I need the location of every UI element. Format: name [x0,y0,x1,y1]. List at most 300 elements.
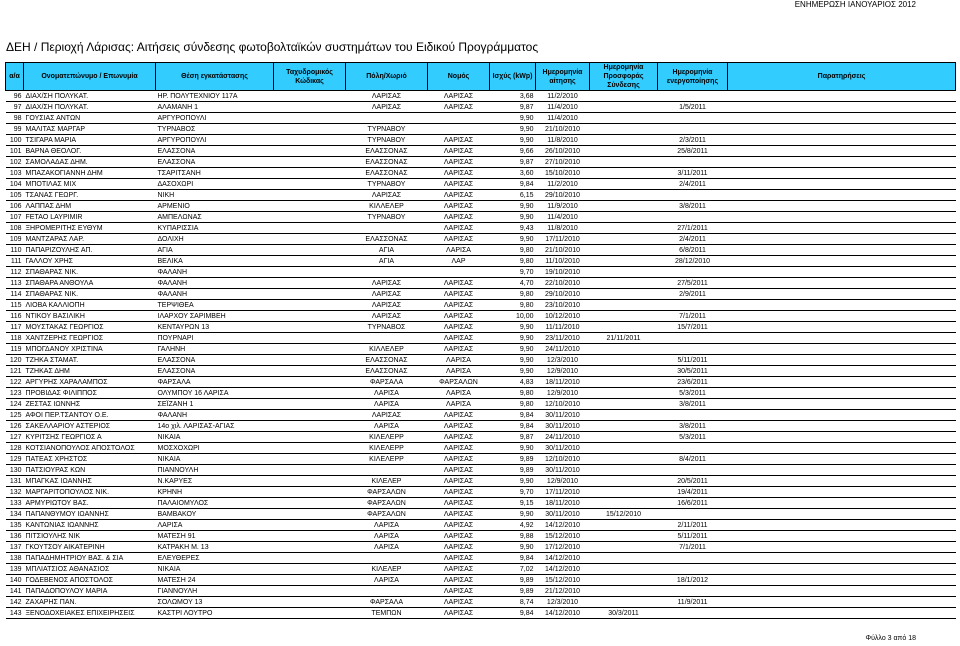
cell-aa: 136 [6,531,24,542]
cell-city: ΛΑΡΙΣΑΣ [346,289,428,300]
cell-name: ΣΠΑΘΑΡΑ ΑΝΘΟΥΛΑ [24,278,156,289]
table-row [6,333,956,344]
cell-location: ΝΙΚΑΙΑ [156,454,274,465]
cell-location: ΤΥΡΝΑΒΟΣ [156,124,274,135]
cell-power: 9,90 [490,344,536,355]
cell-offer-date [590,388,658,399]
cell-prefecture: ΛΑΡΙΣΑΣ [428,443,490,454]
cell-power: 9,84 [490,553,536,564]
cell-application-date: 14/12/2010 [536,608,590,619]
cell-name: ΣΑΚΕΛΛΑΡΙΟΥ ΑΣΤΕΡΙΟΣ [24,421,156,432]
cell-activation-date [658,465,728,476]
update-note: ΕΝΗΜΕΡΩΣΗ ΙΑΝΟΥΑΡΙΟΣ 2012 [794,0,916,9]
cell-city: ΛΑΡΙΣΑΣ [346,311,428,322]
cell-location: ΚΥΠΑΡΙΣΣΙΑ [156,223,274,234]
table-row [6,542,956,553]
cell-postcode [274,212,346,223]
cell-notes [728,256,956,267]
cell-location: ΠΑΛΑΙΟΜΥΛΟΣ [156,498,274,509]
cell-notes [728,223,956,234]
cell-aa: 137 [6,542,24,553]
cell-prefecture: ΛΑΡΙΣΑΣ [428,575,490,586]
table-row [6,256,956,267]
cell-postcode [274,410,346,421]
table-row [6,267,956,278]
cell-location: ΤΣΑΡΙΤΣΑΝΗ [156,168,274,179]
table-row [6,201,956,212]
cell-city: ΛΑΡΙΣΑ [346,531,428,542]
cell-application-date: 26/10/2010 [536,146,590,157]
table-row [6,432,956,443]
cell-name: ΤΖΗΚΑ ΣΤΑΜΑΤ. [24,355,156,366]
cell-activation-date [658,344,728,355]
cell-name: ΚΑΝΤΩΝΙΑΣ ΙΩΑΝΝΗΣ [24,520,156,531]
cell-power: 9,90 [490,443,536,454]
cell-application-date: 11/2/2010 [536,91,590,102]
cell-application-date: 17/11/2010 [536,234,590,245]
cell-aa: 127 [6,432,24,443]
cell-aa: 112 [6,267,24,278]
cell-name: ΜΠΛΙΑΤΣΙΟΣ ΑΘΑΝΑΣΙΟΣ [24,564,156,575]
table-row [6,245,956,256]
cell-postcode [274,553,346,564]
cell-city: ΚΙΛΕΛΕΡ [346,564,428,575]
cell-name: ΛΙΟΒΑ ΚΑΛΛΙΟΠΗ [24,300,156,311]
cell-city: ΤΕΜΠΩΝ [346,608,428,619]
cell-activation-date: 30/5/2011 [658,366,728,377]
cell-prefecture [428,267,490,278]
col-header-application-date: Ημερομηνία αίτησης [536,63,590,91]
cell-city: ΦΑΡΣΑΛΩΝ [346,487,428,498]
cell-postcode [274,190,346,201]
table-row [6,421,956,432]
cell-application-date: 15/12/2010 [536,531,590,542]
cell-offer-date: 30/3/2011 [590,608,658,619]
cell-activation-date: 5/3/2011 [658,432,728,443]
cell-offer-date [590,223,658,234]
cell-prefecture: ΛΑΡΙΣΑ [428,355,490,366]
cell-name: ΤΣΑΝΑΣ ΓΕΩΡΓ. [24,190,156,201]
cell-postcode [274,168,346,179]
cell-prefecture: ΛΑΡΙΣΑ [428,388,490,399]
cell-location: ΦΑΛΑΝΗ [156,410,274,421]
cell-application-date: 30/11/2010 [536,509,590,520]
cell-notes [728,102,956,113]
col-header-postcode: Ταχυδρομικός Κώδικας [274,63,346,91]
table-row [6,520,956,531]
cell-prefecture: ΛΑΡΙΣΑΣ [428,564,490,575]
cell-power: 4,70 [490,278,536,289]
cell-name: ΑΡΓΥΡΗΣ ΧΑΡΑΛΑΜΠΟΣ [24,377,156,388]
col-header-activation-date: Ημερομηνία ενεργοποίησης [658,63,728,91]
cell-notes [728,454,956,465]
cell-notes [728,267,956,278]
cell-location: ΠΟΥΡΝΑΡΙ [156,333,274,344]
cell-power: 9,80 [490,245,536,256]
cell-name: ΜΑΛΙΤΑΣ ΜΑΡΓΑΡ [24,124,156,135]
cell-city: ΑΓΙΑ [346,245,428,256]
cell-postcode [274,421,346,432]
cell-prefecture: ΛΑΡΙΣΑΣ [428,146,490,157]
cell-prefecture: ΛΑΡΙΣΑΣ [428,333,490,344]
cell-name: ΠΑΠΑΔΗΜΗΤΡΙΟΥ ΒΑΣ. & ΣΙΑ [24,553,156,564]
cell-activation-date: 3/8/2011 [658,399,728,410]
cell-application-date: 11/4/2010 [536,102,590,113]
cell-postcode [274,333,346,344]
cell-offer-date [590,421,658,432]
cell-notes [728,366,956,377]
cell-city: ΛΑΡΙΣΑΣ [346,300,428,311]
cell-application-date: 11/8/2010 [536,135,590,146]
cell-power: 9,43 [490,223,536,234]
cell-aa: 141 [6,586,24,597]
col-header-offer-date: Ημερομηνία Προσφοράς Σύνδεσης [590,63,658,91]
cell-name: ΖΕΣΤΑΣ ΙΩΝΝΗΣ [24,399,156,410]
cell-aa: 132 [6,487,24,498]
table-row [6,135,956,146]
table-row [6,278,956,289]
cell-prefecture: ΛΑΡΙΣΑΣ [428,487,490,498]
cell-prefecture: ΛΑΡΙΣΑΣ [428,289,490,300]
cell-prefecture: ΛΑΡΙΣΑΣ [428,498,490,509]
applications-table [5,62,956,619]
cell-city: ΛΑΡΙΣΑΣ [346,278,428,289]
cell-city: ΤΥΡΝΑΒΟΥ [346,179,428,190]
cell-prefecture: ΦΑΡΣΑΛΩΝ [428,377,490,388]
cell-postcode [274,443,346,454]
cell-notes [728,333,956,344]
cell-power: 9,90 [490,124,536,135]
cell-aa: 96 [6,91,24,102]
cell-notes [728,597,956,608]
cell-aa: 126 [6,421,24,432]
cell-application-date: 12/10/2010 [536,399,590,410]
cell-prefecture: ΛΑΡΙΣΑΣ [428,278,490,289]
cell-offer-date [590,476,658,487]
cell-activation-date: 16/6/2011 [658,498,728,509]
cell-power: 9,70 [490,267,536,278]
cell-offer-date [590,157,658,168]
cell-prefecture: ΛΑΡΙΣΑΣ [428,190,490,201]
cell-power: 9,90 [490,113,536,124]
cell-aa: 111 [6,256,24,267]
cell-offer-date [590,267,658,278]
cell-postcode [274,355,346,366]
cell-postcode [274,278,346,289]
cell-power: 9,89 [490,575,536,586]
cell-postcode [274,377,346,388]
cell-postcode [274,531,346,542]
cell-location: ΣΟΛΩΜΟΥ 13 [156,597,274,608]
cell-location: ΠΙΑΝΝΟΥΛΗ [156,465,274,476]
cell-aa: 110 [6,245,24,256]
cell-power: 9,90 [490,201,536,212]
cell-prefecture: ΛΑΡΙΣΑΣ [428,135,490,146]
cell-prefecture: ΛΑΡΙΣΑΣ [428,553,490,564]
cell-prefecture: ΛΑΡΙΣΑΣ [428,586,490,597]
table-row [6,531,956,542]
cell-application-date: 15/12/2010 [536,575,590,586]
cell-activation-date [658,300,728,311]
cell-offer-date [590,399,658,410]
cell-prefecture: ΛΑΡ [428,256,490,267]
cell-notes [728,146,956,157]
cell-offer-date [590,564,658,575]
table-row [6,300,956,311]
cell-location: ΛΑΡΙΣΑ [156,520,274,531]
cell-application-date: 11/10/2010 [536,256,590,267]
cell-notes [728,399,956,410]
table-row [6,454,956,465]
cell-activation-date [658,586,728,597]
cell-city: ΛΑΡΙΣΑ [346,399,428,410]
cell-city: ΛΑΡΙΣΑΣ [346,91,428,102]
cell-offer-date [590,311,658,322]
cell-prefecture: ΛΑΡΙΣΑΣ [428,454,490,465]
cell-activation-date: 25/8/2011 [658,146,728,157]
cell-city: ΛΑΡΙΣΑ [346,542,428,553]
cell-offer-date [590,498,658,509]
cell-power: 9,15 [490,498,536,509]
table-row [6,102,956,113]
cell-aa: 114 [6,289,24,300]
cell-notes [728,432,956,443]
cell-prefecture: ΛΑΡΙΣΑΣ [428,509,490,520]
cell-postcode [274,157,346,168]
cell-application-date: 12/10/2010 [536,454,590,465]
cell-aa: 97 [6,102,24,113]
cell-application-date: 12/3/2010 [536,355,590,366]
cell-activation-date [658,212,728,223]
cell-aa: 116 [6,311,24,322]
table-row [6,168,956,179]
cell-notes [728,322,956,333]
cell-notes [728,135,956,146]
cell-prefecture: ΛΑΡΙΣΑΣ [428,311,490,322]
cell-name: ΜΟΥΣΤΑΚΑΣ ΓΕΩΡΓΙΟΣ [24,322,156,333]
cell-offer-date [590,322,658,333]
cell-city: ΑΓΙΑ [346,256,428,267]
cell-aa: 135 [6,520,24,531]
table-row [6,487,956,498]
cell-postcode [274,256,346,267]
cell-aa: 139 [6,564,24,575]
cell-city: ΛΑΡΙΣΑ [346,388,428,399]
table-row [6,190,956,201]
cell-aa: 130 [6,465,24,476]
cell-activation-date: 7/1/2011 [658,542,728,553]
cell-aa: 125 [6,410,24,421]
cell-prefecture: ΛΑΡΙΣΑΣ [428,476,490,487]
cell-location: ΜΑΤΕΣΗ 91 [156,531,274,542]
cell-notes [728,608,956,619]
cell-offer-date [590,575,658,586]
cell-power: 9,87 [490,102,536,113]
cell-city: ΕΛΑΣΣΟΝΑΣ [346,168,428,179]
cell-name: ΓΑΛΛΟΥ ΧΡΗΣ [24,256,156,267]
cell-name: ΑΡΜΥΡΙΩΤΟΥ ΒΑΣ. [24,498,156,509]
cell-postcode [274,300,346,311]
cell-offer-date [590,245,658,256]
cell-notes [728,124,956,135]
cell-location: ΕΛΑΣΣΟΝΑ [156,146,274,157]
cell-application-date: 21/10/2010 [536,124,590,135]
cell-application-date: 14/12/2010 [536,520,590,531]
cell-power: 9,84 [490,421,536,432]
cell-notes [728,498,956,509]
cell-prefecture: ΛΑΡΙΣΑΣ [428,520,490,531]
cell-offer-date [590,168,658,179]
cell-prefecture: ΛΑΡΙΣΑΣ [428,223,490,234]
cell-activation-date: 5/3/2011 [658,388,728,399]
cell-aa: 121 [6,366,24,377]
cell-activation-date: 6/8/2011 [658,245,728,256]
cell-power: 9,88 [490,531,536,542]
cell-aa: 101 [6,146,24,157]
cell-activation-date: 7/1/2011 [658,311,728,322]
cell-prefecture: ΛΑΡΙΣΑΣ [428,91,490,102]
cell-offer-date [590,366,658,377]
cell-postcode [274,234,346,245]
cell-city: ΚΙΛΕΛΕΡΡ [346,454,428,465]
cell-notes [728,421,956,432]
cell-notes [728,311,956,322]
cell-application-date: 18/11/2010 [536,498,590,509]
cell-postcode [274,476,346,487]
cell-city: ΤΥΡΝΑΒΟΣ [346,322,428,333]
table-row [6,597,956,608]
cell-power: 9,89 [490,454,536,465]
cell-city: ΚΙΛΕΛΕΡΡ [346,443,428,454]
cell-name: ΤΖΗΚΑΣ ΔΗΜ [24,366,156,377]
cell-location: ΦΑΡΣΑΛΑ [156,377,274,388]
cell-prefecture: ΛΑΡΙΣΑΣ [428,421,490,432]
cell-notes [728,212,956,223]
cell-aa: 142 [6,597,24,608]
cell-postcode [274,465,346,476]
cell-power: 4,92 [490,520,536,531]
cell-power: 9,89 [490,586,536,597]
cell-notes [728,179,956,190]
cell-city: ΦΑΡΣΑΛΑ [346,597,428,608]
cell-city: ΚΙΛΛΕΛΕΡ [346,344,428,355]
cell-power: 7,02 [490,564,536,575]
cell-postcode [274,344,346,355]
table-row [6,443,956,454]
cell-aa: 118 [6,333,24,344]
cell-offer-date [590,113,658,124]
cell-location: ΝΙΚΑΙΑ [156,432,274,443]
cell-application-date: 29/10/2010 [536,190,590,201]
cell-offer-date: 21/11/2011 [590,333,658,344]
cell-location: ΝΙΚΑΙΑ [156,564,274,575]
cell-city [346,267,428,278]
cell-aa: 131 [6,476,24,487]
cell-application-date: 11/11/2010 [536,322,590,333]
cell-activation-date [658,410,728,421]
cell-notes [728,509,956,520]
cell-power: 9,90 [490,509,536,520]
cell-location: ΒΑΜΒΑΚΟΥ [156,509,274,520]
cell-notes [728,564,956,575]
table-row [6,212,956,223]
cell-offer-date [590,278,658,289]
cell-offer-date [590,124,658,135]
cell-activation-date: 2/4/2011 [658,179,728,190]
table-body [6,91,956,619]
cell-name: ΠΑΠΑΝΘΥΜΟΥ ΙΩΑΝΝΗΣ [24,509,156,520]
cell-application-date: 17/11/2010 [536,487,590,498]
cell-name: ΜΠΟΤΙΛΑΣ ΜΙΧ [24,179,156,190]
cell-postcode [274,113,346,124]
cell-offer-date: 15/12/2010 [590,509,658,520]
cell-aa: 134 [6,509,24,520]
cell-name: ΜΑΝΤΖΑΡΑΣ ΛΑΡ. [24,234,156,245]
cell-location: ΑΓΙΑ [156,245,274,256]
cell-postcode [274,366,346,377]
cell-name: ΜΠΑΓΚΑΣ ΙΩΑΝΝΗΣ [24,476,156,487]
cell-city [346,465,428,476]
cell-prefecture: ΛΑΡΙΣΑΣ [428,300,490,311]
cell-postcode [274,146,346,157]
cell-application-date: 19/10/2010 [536,267,590,278]
cell-offer-date [590,135,658,146]
cell-application-date: 22/10/2010 [536,278,590,289]
table-row [6,399,956,410]
cell-application-date: 15/10/2010 [536,168,590,179]
cell-notes [728,410,956,421]
cell-notes [728,388,956,399]
cell-notes [728,465,956,476]
table-row [6,311,956,322]
cell-postcode [274,179,346,190]
cell-application-date: 30/11/2010 [536,465,590,476]
cell-notes [728,168,956,179]
table-row [6,355,956,366]
cell-notes [728,157,956,168]
cell-location: ΤΕΡΨΙΘΕΑ [156,300,274,311]
cell-postcode [274,223,346,234]
cell-notes [728,278,956,289]
cell-power: 9,84 [490,179,536,190]
cell-city: ΛΑΡΙΣΑΣ [346,410,428,421]
cell-postcode [274,564,346,575]
col-header-aa: α/α [6,63,24,91]
cell-name: FETAO LAYPIMIR [24,212,156,223]
cell-prefecture: ΛΑΡΙΣΑΣ [428,212,490,223]
cell-aa: 107 [6,212,24,223]
cell-location: ΕΛΑΣΣΟΝΑ [156,157,274,168]
cell-application-date: 23/11/2010 [536,333,590,344]
cell-aa: 123 [6,388,24,399]
cell-offer-date [590,586,658,597]
table-row [6,410,956,421]
cell-offer-date [590,377,658,388]
cell-prefecture: ΛΑΡΙΣΑ [428,245,490,256]
cell-activation-date: 27/5/2011 [658,278,728,289]
cell-location: 14ο χιλ. ΛΑΡΙΣΑΣ-ΑΓΙΑΣ [156,421,274,432]
cell-name: ΚΟΤΣΙΑΝΟΠΟΥΛΟΣ ΑΠΟΣΤΟΛΟΣ [24,443,156,454]
cell-offer-date [590,234,658,245]
cell-activation-date [658,157,728,168]
cell-prefecture: ΛΑΡΙΣΑΣ [428,597,490,608]
table-row [6,91,956,102]
cell-name: ΣΠΑΘΑΡΑΣ ΝΙΚ. [24,267,156,278]
cell-activation-date [658,124,728,135]
table-row [6,498,956,509]
table-row [6,234,956,245]
cell-application-date: 18/11/2010 [536,377,590,388]
